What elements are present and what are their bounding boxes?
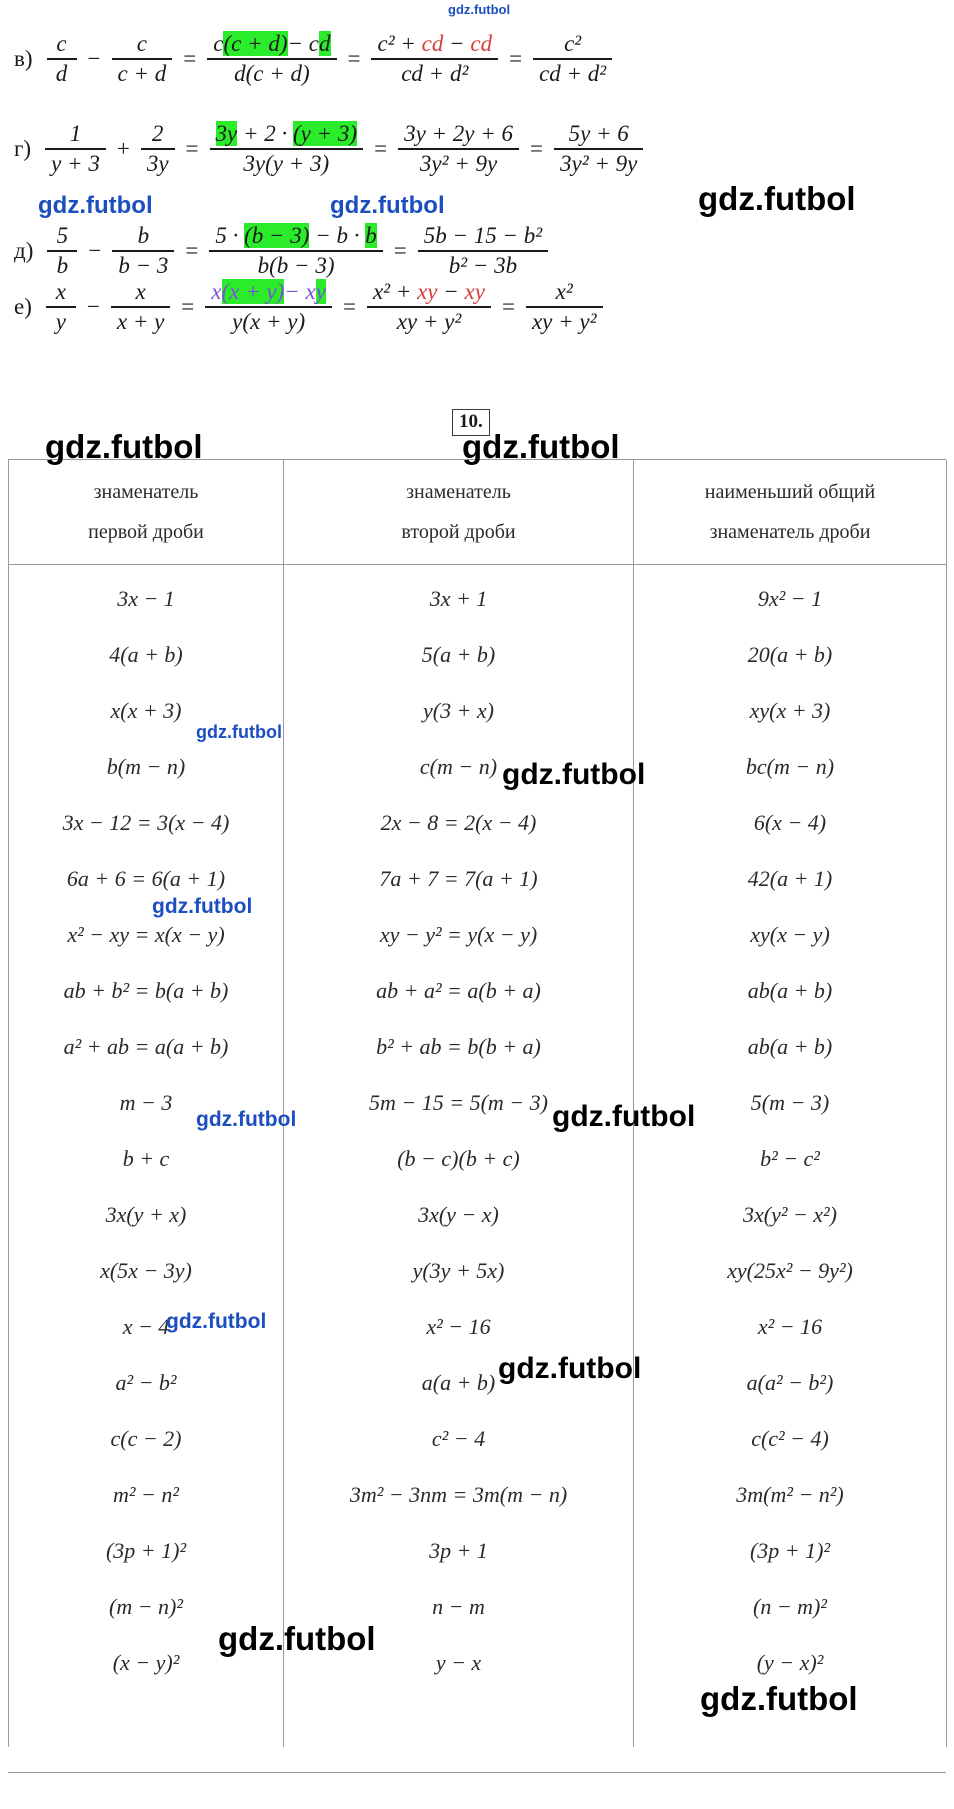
numerator	[371, 30, 498, 58]
cell-second-denominator: x² − 16	[284, 1299, 634, 1355]
operator-plus: +	[116, 136, 130, 162]
term: x²	[372, 279, 391, 304]
denominator: b² − 3b	[448, 252, 518, 278]
cell-first-denominator: 6a + 6 = 6(a + 1)	[9, 851, 284, 907]
numerator: 5b − 15 − b²	[423, 223, 543, 248]
cell-second-denominator: y(3 + x)	[284, 683, 634, 739]
column-header-lcd	[634, 460, 947, 565]
fraction	[47, 30, 77, 88]
equals-sign: =	[530, 136, 544, 162]
equals-sign: =	[183, 46, 197, 72]
formula-label-d: д)	[14, 238, 34, 264]
equals-sign: =	[181, 294, 195, 320]
table-row	[9, 1131, 947, 1187]
cell-lcd: 5(m − 3)	[634, 1075, 947, 1131]
common-denominator-table	[8, 460, 947, 1747]
watermark: gdz.futbol	[152, 895, 253, 918]
cell-second-denominator: b² + ab = b(b + a)	[284, 1019, 634, 1075]
cell-first-denominator: (m − n)²	[9, 1579, 284, 1635]
cell-second-denominator: c(m − n)	[284, 739, 634, 795]
term-red: cd	[421, 31, 444, 56]
fraction	[207, 30, 336, 88]
denominator: b(b − 3)	[257, 252, 335, 278]
watermark: gdz.futbol	[330, 192, 445, 219]
cell-second-denominator: c² − 4	[284, 1411, 634, 1467]
operator: −	[443, 279, 459, 304]
numerator: 2	[151, 121, 164, 146]
term: c	[213, 31, 224, 56]
watermark: gdz.futbol	[700, 1680, 858, 1717]
cell-lcd: ab(a + b)	[634, 963, 947, 1019]
cell-second-denominator: n − m	[284, 1579, 634, 1635]
cell-lcd: xy(25x² − 9y²)	[634, 1243, 947, 1299]
header-line-1: знаменатель	[406, 481, 511, 503]
term-red: xy	[464, 279, 485, 304]
table-row	[9, 1075, 947, 1131]
highlighted-term: (x + y)	[221, 279, 285, 304]
header-line-2: первой дроби	[88, 521, 204, 543]
term: − b ·	[315, 223, 360, 248]
table-row	[9, 795, 947, 851]
table-row	[9, 1523, 947, 1579]
term: − c	[287, 31, 319, 56]
denominator: xy + y²	[531, 308, 597, 334]
cell-second-denominator: y(3y + 5x)	[284, 1243, 634, 1299]
table-row	[9, 1187, 947, 1243]
formula-row-e	[14, 278, 609, 336]
denominator: b	[56, 252, 69, 278]
highlighted-term: y	[315, 279, 326, 304]
table-row	[9, 963, 947, 1019]
cell-lcd: x² − 16	[634, 1299, 947, 1355]
denominator: xy + y²	[396, 308, 462, 334]
cell-lcd: 42(a + 1)	[634, 851, 947, 907]
highlighted-term: b	[365, 223, 377, 248]
column-header-second-denominator	[284, 460, 634, 565]
fraction	[398, 120, 519, 178]
cell-lcd: ab(a + b)	[634, 1019, 947, 1075]
denominator: x + y	[116, 308, 165, 334]
table-row	[9, 739, 947, 795]
highlighted-term: (b − 3)	[244, 223, 310, 248]
cell-lcd: (3p + 1)²	[634, 1523, 947, 1579]
cell-first-denominator: b + c	[9, 1131, 284, 1187]
operator: +	[400, 31, 416, 56]
watermark: gdz.futbol	[552, 1100, 696, 1133]
equals-sign: =	[501, 294, 515, 320]
fraction	[533, 30, 612, 88]
cell-first-denominator: 3x − 1	[9, 565, 284, 628]
denominator: b − 3	[118, 252, 169, 278]
fraction	[209, 222, 382, 280]
operator: −	[449, 31, 465, 56]
fraction	[367, 278, 491, 336]
denominator: y + 3	[51, 150, 100, 176]
numerator: c²	[564, 31, 582, 56]
fraction	[526, 278, 603, 336]
cell-first-denominator: b(m − n)	[9, 739, 284, 795]
operator: +	[395, 279, 412, 304]
fraction	[46, 278, 76, 336]
cell-second-denominator: y − x	[284, 1635, 634, 1691]
table-bottom-rule	[8, 1772, 946, 1773]
table-header-row	[9, 460, 947, 565]
formula-label-v: в)	[14, 46, 33, 72]
numerator: x	[135, 279, 146, 304]
denominator: cd + d²	[539, 60, 607, 86]
table-row	[9, 907, 947, 963]
cell-lcd: (y − x)²	[634, 1635, 947, 1691]
cell-first-denominator	[9, 1691, 284, 1747]
highlighted-term: (y + 3)	[293, 121, 358, 146]
cell-second-denominator: 3p + 1	[284, 1523, 634, 1579]
term: c²	[377, 31, 395, 56]
fraction	[112, 30, 173, 88]
cell-second-denominator: 5m − 15 = 5(m − 3)	[284, 1075, 634, 1131]
watermark: gdz.futbol	[698, 180, 856, 217]
cell-first-denominator: 3x(y + x)	[9, 1187, 284, 1243]
denominator: 3y	[146, 150, 169, 176]
cell-second-denominator: ab + a² = a(b + a)	[284, 963, 634, 1019]
cell-first-denominator: x − 4	[9, 1299, 284, 1355]
denominator: y	[55, 308, 66, 334]
table-row	[9, 1467, 947, 1523]
cell-second-denominator: 2x − 8 = 2(x − 4)	[284, 795, 634, 851]
cell-first-denominator: (3p + 1)²	[9, 1523, 284, 1579]
table-row	[9, 851, 947, 907]
formula-row-g	[14, 120, 649, 178]
cell-second-denominator: xy − y² = y(x − y)	[284, 907, 634, 963]
numerator: x	[55, 279, 66, 304]
numerator: c	[136, 31, 147, 56]
equals-sign: =	[342, 294, 356, 320]
table-row	[9, 1579, 947, 1635]
watermark: gdz.futbol	[498, 1352, 642, 1385]
cell-lcd: b² − c²	[634, 1131, 947, 1187]
cell-lcd: 20(a + b)	[634, 627, 947, 683]
cell-second-denominator: a(a + b)	[284, 1355, 634, 1411]
cell-lcd: (n − m)²	[634, 1579, 947, 1635]
cell-first-denominator: ab + b² = b(a + b)	[9, 963, 284, 1019]
numerator	[205, 278, 332, 306]
table-row	[9, 1411, 947, 1467]
cell-lcd: 6(x − 4)	[634, 795, 947, 851]
numerator	[210, 120, 364, 148]
table-row	[9, 1243, 947, 1299]
formula-row-v	[14, 30, 618, 88]
watermark: gdz.futbol	[218, 1620, 376, 1657]
equals-sign: =	[374, 136, 388, 162]
table-row	[9, 1635, 947, 1691]
cell-first-denominator: 3x − 12 = 3(x − 4)	[9, 795, 284, 851]
watermark: gdz.futbol	[196, 722, 282, 742]
formula-row-d	[14, 222, 554, 280]
cell-second-denominator: 3x(y − x)	[284, 1187, 634, 1243]
cell-first-denominator: m² − n²	[9, 1467, 284, 1523]
equals-sign: =	[347, 46, 361, 72]
term: 5 ·	[215, 223, 239, 248]
denominator: 3y(y + 3)	[243, 150, 330, 176]
equals-sign: =	[185, 238, 199, 264]
cell-first-denominator: 4(a + b)	[9, 627, 284, 683]
cell-first-denominator: x(x + 3)	[9, 683, 284, 739]
term: − x	[284, 279, 316, 304]
numerator: x²	[555, 279, 573, 304]
watermark: gdz.futbol	[502, 758, 646, 791]
cell-lcd: c(c² − 4)	[634, 1411, 947, 1467]
watermark: gdz.futbol	[45, 428, 203, 465]
equals-sign: =	[509, 46, 523, 72]
fraction	[112, 222, 174, 280]
numerator	[367, 278, 491, 306]
table-row	[9, 1355, 947, 1411]
highlighted-term: d	[319, 31, 331, 56]
highlighted-term: (c + d)	[223, 31, 288, 56]
cell-first-denominator: a² − b²	[9, 1355, 284, 1411]
numerator: c	[56, 31, 67, 56]
cell-lcd: 9x² − 1	[634, 565, 947, 628]
denominator: 3y² + 9y	[560, 150, 638, 176]
denominator: d	[55, 60, 68, 86]
denominator: 3y² + 9y	[419, 150, 498, 176]
table-row-empty	[9, 1691, 947, 1747]
fraction	[554, 120, 643, 178]
numerator	[207, 30, 336, 58]
operator-minus: −	[86, 294, 100, 320]
header-line-2: знаменатель дроби	[709, 521, 871, 543]
fraction	[210, 120, 364, 178]
header-line-1: знаменатель	[93, 481, 199, 503]
fraction	[418, 222, 548, 280]
operator-minus: −	[87, 46, 101, 72]
cell-first-denominator: a² + ab = a(a + b)	[9, 1019, 284, 1075]
numerator: 5	[56, 223, 69, 248]
numerator: 5y + 6	[568, 121, 629, 146]
cell-first-denominator: x² − xy = x(x − y)	[9, 907, 284, 963]
numerator: b	[137, 223, 150, 248]
cell-lcd: xy(x + 3)	[634, 683, 947, 739]
table-body	[9, 565, 947, 1748]
cell-lcd: bc(m − n)	[634, 739, 947, 795]
denominator: c + d	[117, 60, 167, 86]
numerator: 3y + 2y + 6	[404, 121, 514, 146]
equals-sign: =	[393, 238, 407, 264]
column-header-first-denominator	[9, 460, 284, 565]
denominator: cd + d²	[401, 60, 469, 86]
operator-minus: −	[88, 238, 102, 264]
formula-label-g: г)	[14, 136, 32, 162]
watermark: gdz.futbol	[166, 1310, 267, 1333]
term-red: cd	[470, 31, 493, 56]
cell-first-denominator: x(5x − 3y)	[9, 1243, 284, 1299]
cell-lcd	[634, 1691, 947, 1747]
watermark: gdz.futbol	[38, 192, 153, 219]
term: x	[211, 279, 222, 304]
denominator: d(c + d)	[234, 60, 310, 86]
fraction	[205, 278, 332, 336]
cell-second-denominator: (b − c)(b + c)	[284, 1131, 634, 1187]
term: + 2 ·	[242, 121, 288, 146]
formula-label-e: е)	[14, 294, 32, 320]
fraction	[47, 222, 77, 280]
cell-second-denominator	[284, 1691, 634, 1747]
highlighted-term: 3y	[215, 121, 238, 146]
cell-lcd: xy(x − y)	[634, 907, 947, 963]
cell-lcd: a(a² − b²)	[634, 1355, 947, 1411]
fraction	[371, 30, 498, 88]
table-row	[9, 1299, 947, 1355]
cell-second-denominator: 5(a + b)	[284, 627, 634, 683]
cell-lcd: 3m(m² − n²)	[634, 1467, 947, 1523]
table-row	[9, 683, 947, 739]
watermark: gdz.futbol	[196, 1108, 297, 1131]
term-red: xy	[417, 279, 438, 304]
cell-first-denominator: m − 3	[9, 1075, 284, 1131]
cell-first-denominator: (x − y)²	[9, 1635, 284, 1691]
equals-sign: =	[185, 136, 199, 162]
cell-lcd: 3x(y² − x²)	[634, 1187, 947, 1243]
numerator	[209, 222, 382, 250]
cell-second-denominator: 7a + 7 = 7(a + 1)	[284, 851, 634, 907]
exercise-number: 10.	[452, 409, 490, 436]
numerator: 1	[69, 121, 82, 146]
table-row	[9, 565, 947, 628]
table-row	[9, 1019, 947, 1075]
header-line-2: второй дроби	[401, 521, 516, 543]
fraction	[141, 120, 175, 178]
cell-second-denominator: 3x + 1	[284, 565, 634, 628]
fraction	[111, 278, 170, 336]
cell-first-denominator: c(c − 2)	[9, 1411, 284, 1467]
fraction	[45, 120, 106, 178]
table-row	[9, 627, 947, 683]
header-line-1: наименьший общий	[704, 481, 876, 503]
cell-second-denominator: 3m² − 3nm = 3m(m − n)	[284, 1467, 634, 1523]
denominator: y(x + y)	[232, 308, 306, 334]
watermark: gdz.futbol	[448, 2, 511, 17]
watermark: gdz.futbol	[462, 428, 620, 465]
